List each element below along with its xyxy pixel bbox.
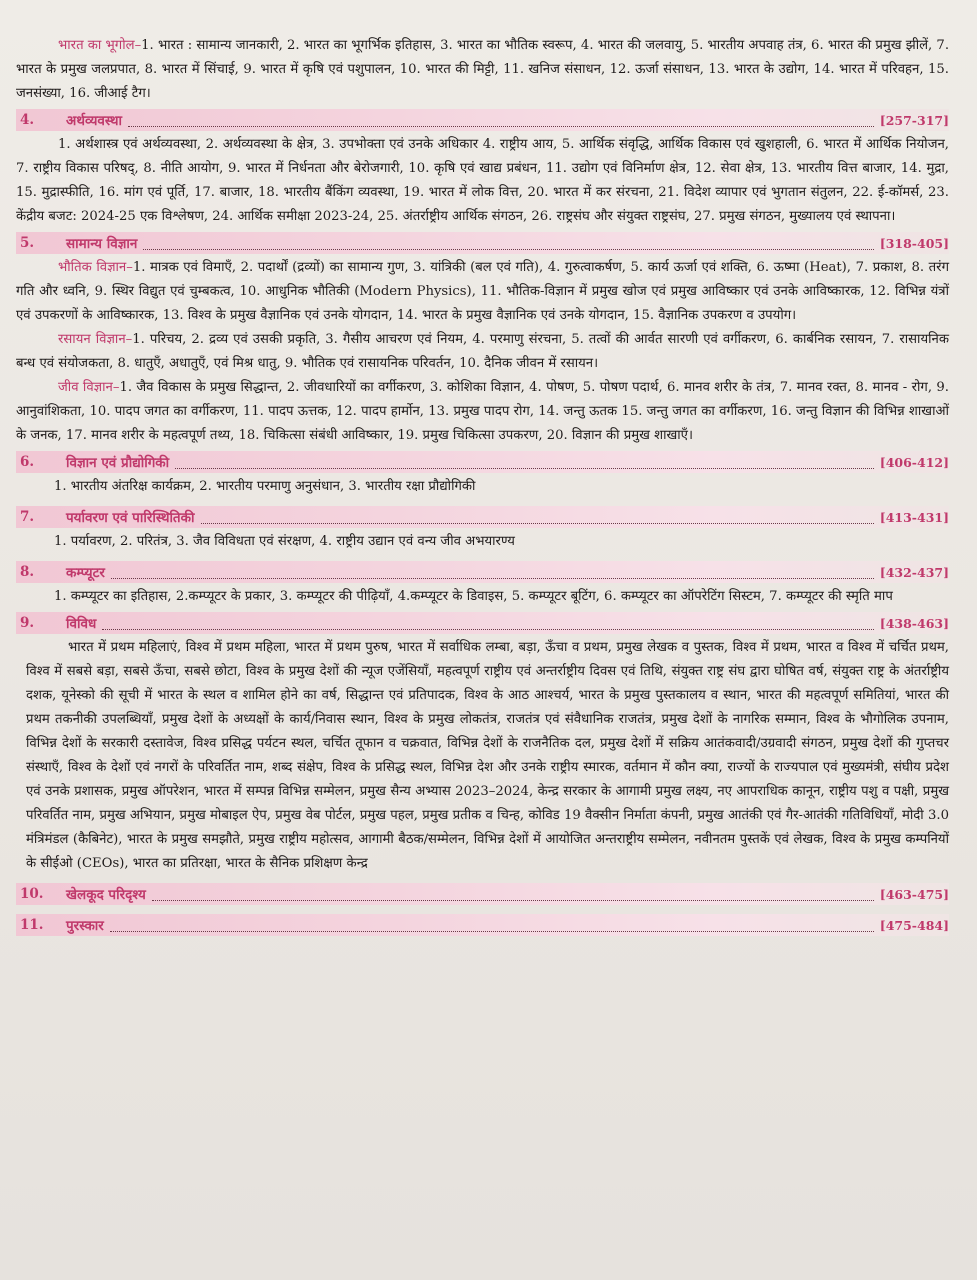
section-title: सामान्य विज्ञान <box>66 236 138 252</box>
section-title: कम्प्यूटर <box>66 565 105 581</box>
section-number: 6. <box>20 454 35 470</box>
section-header-awards <box>16 914 949 936</box>
leader-dots <box>201 511 874 524</box>
section-header-computer <box>16 561 949 583</box>
biology-text: 1. जैव विकास के प्रमुख सिद्धान्त, 2. जीवधारियों का वर्गीकरण, 3. कोशिका विज्ञान, 4. पोषण, 5. पोषण पदार्थ, 6. मानव शरीर के तंत्र, 7. मानव रक्त, 8. मानव - रोग, 9. आनुवांशिकता, 10. पादप जगत का वर्गीकरण, 11. पादप ऊत्तक, 12. पादप हार्मोन, 13. प्रमुख पादप रोग, 14. जन्तु ऊतक 15. जन्तु जगत का वर्गीकरण, 16. जन्तु विज्ञान की विभिन्न शाखाओं के जनक, 17. मानव शरीर के महत्वपूर्ण तथ्य, 18. चिकित्सा संबंधी आविष्कार, 19. प्रमुख चिकित्सा उपकरण, 20. विज्ञान की प्रमुख शाखाएँ। <box>16 380 949 443</box>
section-number: 4. <box>20 112 35 128</box>
geography-block <box>16 34 949 106</box>
leader-dots <box>175 456 874 469</box>
page-range: [406-412] <box>879 454 949 470</box>
section-header-sports <box>16 883 949 905</box>
section-number: 5. <box>20 235 35 251</box>
leader-dots <box>152 888 874 901</box>
science-technology-items: 1. भारतीय अंतरिक्ष कार्यक्रम, 2. भारतीय परमाणु अनुसंधान, 3. भारतीय रक्षा प्रौद्योगिकी <box>54 479 476 494</box>
biology-block <box>16 376 949 448</box>
physics-block <box>16 256 949 328</box>
geography-text: 1. भारत : सामान्य जानकारी, 2. भारत का भूगर्भिक इतिहास, 3. भारत का भौतिक स्वरूप, 4. भारत की जलवायु, 5. भारतीय अपवाह तंत्र, 6. भारत की प्रमुख झीलें, 7. भारत के प्रमुख जलप्रपात, 8. भारत में सिंचाई, 9. भारत में कृषि एवं पशुपालन, 10. भारत की मिट्टी, 11. खनिज संसाधन, 12. ऊर्जा संसाधन, 13. भारत के उद्योग, 14. भारत में परिवहन, 15. जनसंख्या, 16. जीआई टैग। <box>16 38 950 101</box>
physics-text: 1. मात्रक एवं विमाएँ, 2. पदार्थों (द्रव्यों) का सामान्य गुण, 3. यांत्रिकी (बल एवं गति), 4. गुरुत्वाकर्षण, 5. कार्य ऊर्जा एवं शक्ति, 6. ऊष्मा (Heat), 7. प्रकाश, 8. तरंग गति और ध्वनि, 9. स्थिर विद्युत एवं चुम्बकत्व, 10. आधुनिक भौतिकी (Modern Physics), 11. भौतिक-विज्ञान में प्रमुख खोज एवं प्रमुख आविष्कार एवं उनके आविष्कारक, 12. विभिन्न यंत्रों एवं उपकरणों के आविष्कारक, 13. विश्व के प्रमुख वैज्ञानिक एवं उनके योगदान, 14. भारत के प्रमुख वैज्ञानिक एवं उनके योगदान, 15. वैज्ञानिक उपकरण व उपयोग। <box>16 260 949 323</box>
page-range: [413-431] <box>879 509 949 525</box>
chemistry-text: 1. परिचय, 2. द्रव्य एवं उसकी प्रकृति, 3. गैसीय आचरण एवं नियम, 4. परमाणु संरचना, 5. तत्वों की आर्वत सारणी एवं वर्गीकरण, 6. कार्बनिक रसायन, 7. रासायनिक बन्ध एवं संयोजकता, 8. धातुएँ, अधातुएँ, एवं मिश्र धातु, 9. भौतिक एवं रासायनिक परिवर्तन, 10. दैनिक जीवन में रसायन। <box>16 332 949 371</box>
section-number: 9. <box>20 615 35 631</box>
economy-items: 1. अर्थशास्त्र एवं अर्थव्यवस्था, 2. अर्थव्यवस्था के क्षेत्र, 3. उपभोक्ता एवं उनके अधिकार 4. राष्ट्रीय आय, 5. आर्थिक संवृद्धि, आर्थिक विकास एवं खुशहाली, 6. भारत में आर्थिक नियोजन, 7. राष्ट्रीय विकास परिषद्, 8. नीति आयोग, 9. भारत में निर्धनता और बेरोजगारी, 10. कृषि एवं खाद्य प्रबंधन, 11. उद्योग एवं विनिर्माण क्षेत्र, 12. सेवा क्षेत्र, 13. भारतीय वित्त बाजार, 14. मुद्रा, 15. मुद्रास्फीति, 16. मांग एवं पूर्ति, 17. बाजार, 18. भारतीय बैंकिंग व्यवस्था, 19. भारत में लोक वित्त, 20. भारत में कर संरचना, 21. विदेश व्यापार एवं भुगतान संतुलन, 22. ई-कॉमर्स, 23. केंद्रीय बजट: 2024-25 एक विश्लेषण, 24. आर्थिक समीक्षा 2023-24, 25. अंतर्राष्ट्रीय आर्थिक संगठन, 26. राष्ट्रसंघ और संयुक्त राष्ट्रसंघ, 27. प्रमुख संगठन, मुख्यालय एवं स्थापना। <box>16 137 949 224</box>
environment-items: 1. पर्यावरण, 2. परितंत्र, 3. जैव विविधता एवं संरक्षण, 4. राष्ट्रीय उद्यान एवं वन्य जीव अभयारण्य <box>54 534 515 549</box>
section-header-miscellaneous <box>16 612 949 634</box>
physics-label: भौतिक विज्ञान– <box>58 260 133 275</box>
section-title: विज्ञान एवं प्रौद्योगिकी <box>66 455 170 471</box>
page-range: [432-437] <box>879 564 949 580</box>
leader-dots <box>143 237 873 250</box>
section-header-environment <box>16 506 949 528</box>
page-range: [257-317] <box>879 112 949 128</box>
section-title: विविध <box>66 616 97 632</box>
chemistry-label: रसायन विज्ञान– <box>58 332 133 347</box>
section-title: पर्यावरण एवं पारिस्थितिकी <box>66 510 195 526</box>
section-header-economy <box>16 109 949 131</box>
page-range: [475-484] <box>879 917 949 933</box>
leader-dots <box>110 919 874 932</box>
miscellaneous-items: भारत में प्रथम महिलाएं, विश्व में प्रथम महिला, भारत में प्रथम पुरुष, भारत में सर्वाधिक लम्बा, बड़ा, ऊँचा व प्रथम, प्रमुख लेखक व पुस्तक, विश्व में प्रथम, भारत व विश्व में चर्चित प्रथम, विश्व में सबसे बड़ा, सबसे ऊँचा, सबसे छोटा, विश्व के प्रमुख देशों की न्यूज एजेंसियाँ, महत्वपूर्ण राष्ट्रीय एवं अन्तर्राष्ट्रीय दिवस एवं तिथि, संयुक्त राष्ट्र संघ द्वारा घोषित वर्ष, संयुक्त राष्ट्र के अंतर्राष्ट्रीय दशक, यूनेस्को की सूची में भारत के स्थल व शामिल होने का वर्ष, सिद्धान्त एवं प्रतिपादक, विश्व के आठ आश्चर्य, भारत के प्रमुख पुस्तकालय व स्थान, भारत की महत्वपूर्ण समितियां, भारत की प्रथम तकनीकी उपलब्धियाँ, प्रमुख देशों के अध्यक्षों के कार्य/निवास स्थान, विश्व के प्रमुख लोकतंत्र, राजतंत्र एवं संवैधानिक राजतंत्र, प्रमुख देशों के नागरिक सम्मान, विश्व के भौगोलिक उपनाम, विभिन्न देशों के सरकारी दस्तावेज, विश्व प्रसिद्ध पर्यटन स्थल, चर्चित तूफान व चक्रवात, विभिन्न देशों के राजनैतिक दल, प्रमुख देशों में सक्रिय आतंकवादी/उग्रवादी संगठन, प्रमुख देशों की गुप्तचर संस्थाएँ, विश्व के देशों एवं नगरों के परिवर्तित नाम, शब्द संक्षेप, विश्व के प्रसिद्ध स्थल, विभिन्न देश और उनके राष्ट्रीय स्मारक, वर्तमान में कौन क्या, राज्यों के राज्यपाल एवं मुख्यमंत्री, संघीय प्रदेश एवं उनके प्रशासक, प्रमुख ऑपरेशन, भारत में सम्पन्न विभिन्न सम्मेलन, प्रमुख सैन्य अभ्यास 2023–2024, केन्द्र सरकार के आगामी प्रमुख लक्ष्य, नए आपराधिक कानून, राष्ट्रीय पशु व पक्षी, प्रमुख परिवर्तित नाम, प्रमुख अभियान, प्रमुख मोबाइल ऐप, प्रमुख वेब पोर्टल, प्रमुख पहल, प्रमुख प्रतीक व चिन्ह, कोविड 19 वैक्सीन निर्माता कंपनी, प्रमुख आतंकी एवं गैर-आतंकी गतिविधियाँ, मोदी 3.0 मंत्रिमंडल (कैबिनेट), भारत के प्रमुख समझौते, प्रमुख राष्ट्रीय महोत्सव, आगामी बैठक/सम्मेलन, विभिन्न देशों में आयोजित अन्तराष्ट्रीय सम्मेलन, नवीनतम पुस्तकें एवं लेखक, विश्व के प्रमुख कम्पनियों के सीईओ (CEOs), भारत का प्रतिरक्षा, भारत के सैनिक प्रशिक्षण केन्द्र <box>26 640 949 871</box>
page-range: [438-463] <box>879 615 949 631</box>
chemistry-block <box>16 328 949 376</box>
section-header-science-technology <box>16 451 949 473</box>
leader-dots <box>102 617 873 630</box>
section-number: 11. <box>20 917 44 933</box>
section-header-general-science <box>16 232 949 254</box>
biology-label: जीव विज्ञान– <box>58 380 120 395</box>
page-range: [463-475] <box>879 886 949 902</box>
section-number: 8. <box>20 564 35 580</box>
leader-dots <box>111 566 874 579</box>
page-range: [318-405] <box>879 235 949 251</box>
section-title: पुरस्कार <box>66 918 104 934</box>
computer-items: 1. कम्प्यूटर का इतिहास, 2.कम्प्यूटर के प्रकार, 3. कम्प्यूटर की पीढ़ियाँ, 4.कम्प्यूटर के डिवाइस, 5. कम्प्यूटर बूटिंग, 6. कम्प्यूटर का ऑपरेटिंग सिस्टम, 7. कम्प्यूटर की स्मृति माप <box>54 589 893 604</box>
section-title: खेलकूद परिदृश्य <box>66 887 146 903</box>
section-number: 10. <box>20 886 44 902</box>
geography-label: भारत का भूगोल– <box>58 38 142 53</box>
section-number: 7. <box>20 509 35 525</box>
leader-dots <box>128 114 874 127</box>
section-title: अर्थव्यवस्था <box>66 113 122 129</box>
